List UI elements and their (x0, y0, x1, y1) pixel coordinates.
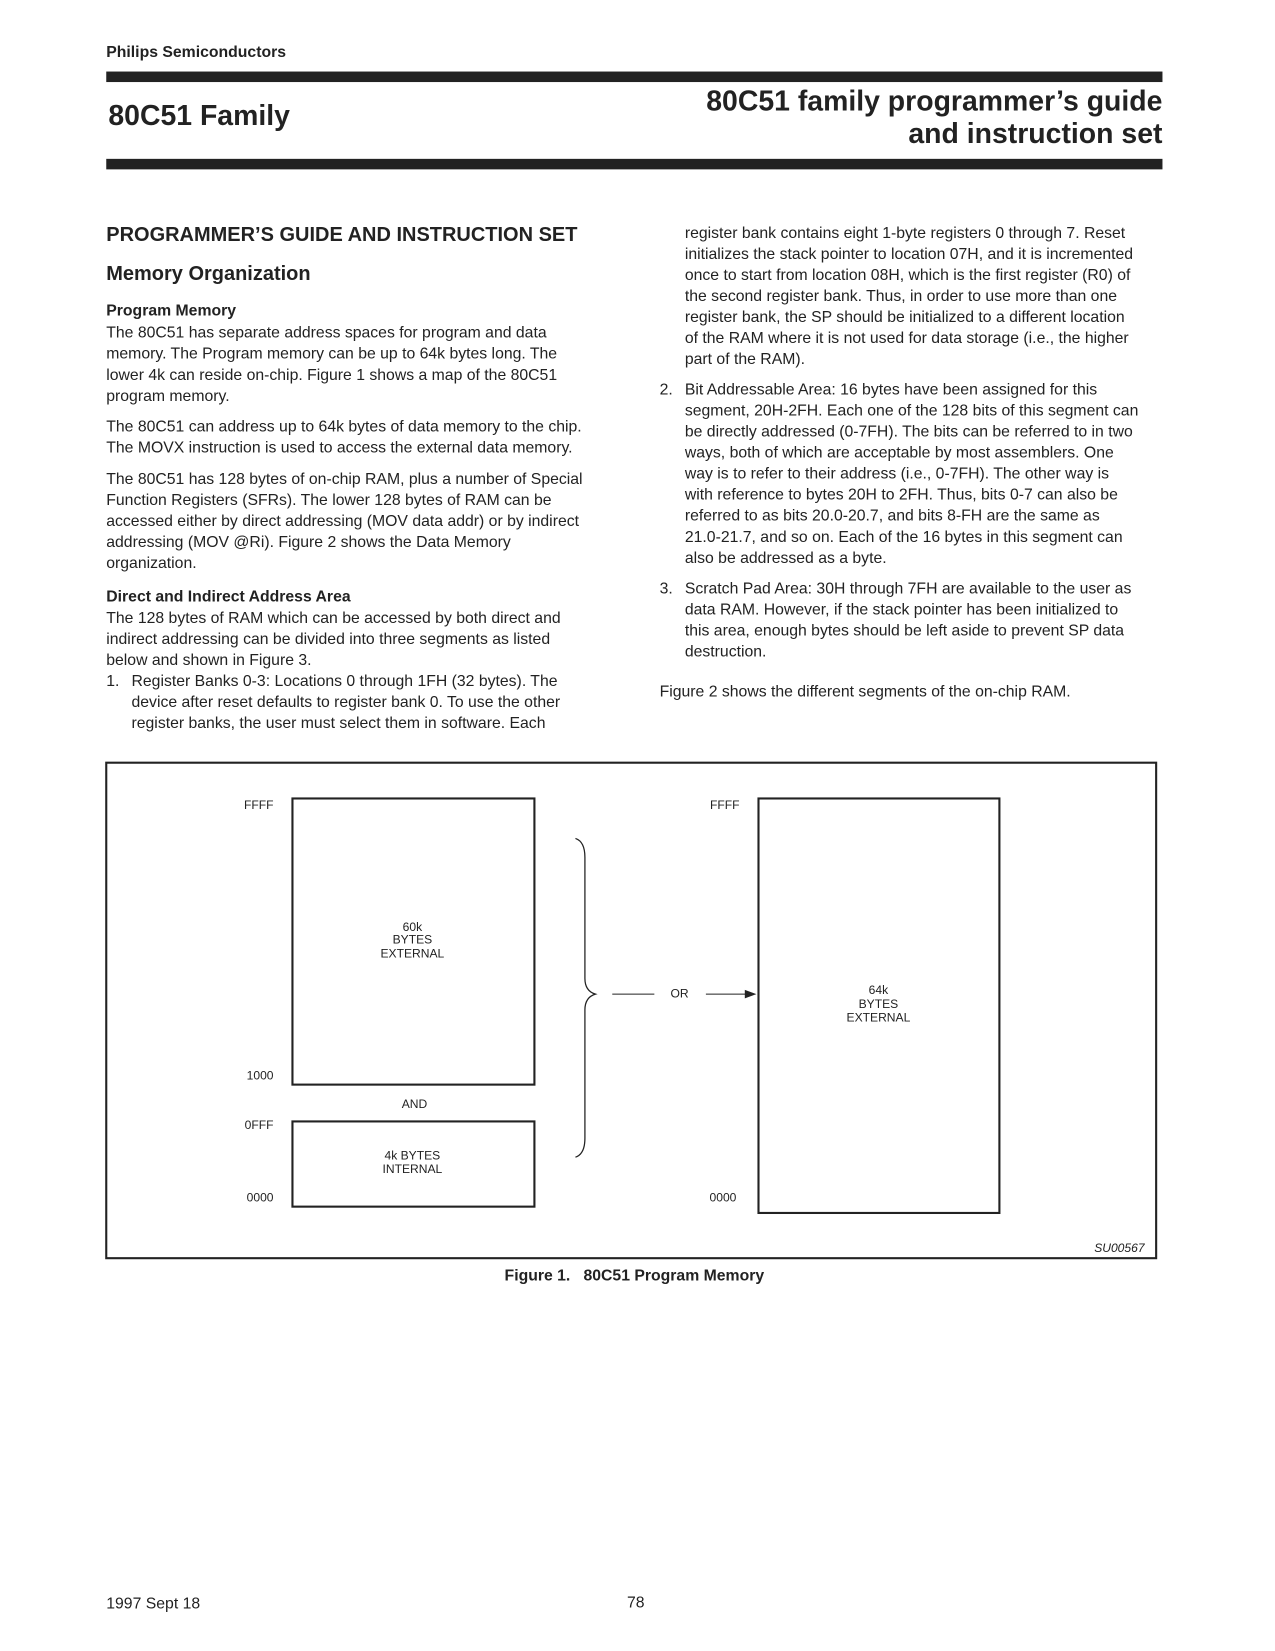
block-label: EXTERNAL (846, 1010, 911, 1025)
family-title: 80C51 Family (108, 99, 290, 132)
address-label: 0000 (246, 1190, 274, 1205)
company-name: Philips Semiconductors (106, 43, 287, 62)
paragraph: Figure 2 shows the different segments of the on-chip RAM. (659, 682, 1071, 701)
address-label: 0FFF (244, 1117, 274, 1132)
section-heading: PROGRAMMER’S GUIDE AND INSTRUCTION SET (106, 224, 578, 247)
subsection-heading: Memory Organization (106, 263, 311, 286)
block-label: BYTES (858, 996, 899, 1011)
list-item-continuation: register bank contains eight 1-byte registers 0 through 7. Reset initializes the stack pointer to location 07H, and it is incremented once to start from location 08H, which is the first register (R0) of the second register bank. Thus, in order to use more than one register bank, the SP should be initialized to a different location of the RAM where it is not used for data storage (i.e., the higher part of the RAM). (684, 224, 1134, 369)
block-label: 4k BYTES (384, 1148, 441, 1163)
direct-indirect-heading: Direct and Indirect Address Area (106, 588, 351, 606)
paragraph: The 80C51 has separate address spaces for program and data memory. The Program memory can be up to 64k bytes long. The lower 4k can reside on-chip. Figure 1 shows a map of the 80C51 program memory. (106, 324, 558, 406)
document-title-line1: 80C51 family programmer’s guide (706, 85, 1163, 117)
block-label: EXTERNAL (380, 946, 445, 961)
figure-caption: Figure 1. 80C51 Program Memory (504, 1266, 765, 1285)
figure-code: SU00567 (1094, 1240, 1145, 1255)
address-label: 0000 (709, 1190, 737, 1205)
list-item-text: Bit Addressable Area: 16 bytes have been assigned for this segment, 20H-2FH. Each one of the 128 bits of this segment can be directly addressed (0-7FH). The bits can be referred to in two ways, both of which are acceptable by most assemblers. One way is to refer to their address (i.e., 0-7FH). The other way is with reference to bytes 20H to 2FH. Thus, bits 0-7 can also be referred to as bits 20.0-20.7, and bits 8-FH are the same as 21.0-21.7, and so on. Each of the 16 bytes in this segment can also be addressed as a byte. (684, 380, 1139, 568)
address-label: FFFF (244, 797, 274, 812)
or-label: OR (670, 986, 689, 1001)
arrow-head-icon (745, 990, 757, 998)
and-label: AND (401, 1096, 428, 1111)
paragraph: The 80C51 has 128 bytes of on-chip RAM, plus a number of Special Function Registers (SFRs). The lower 128 bytes of RAM can be accessed either by direct addressing (MOV data addr) or by indirect addressing (MOV @Ri). Figure 2 shows the Data Memory organization. (106, 470, 583, 573)
block-label: BYTES (392, 932, 433, 947)
footer-date: 1997 Sept 18 (106, 1594, 201, 1613)
page-number: 78 (626, 1593, 645, 1612)
address-label: FFFF (710, 797, 740, 812)
block-label: 60k (402, 920, 423, 935)
block-label: INTERNAL (382, 1161, 443, 1176)
paragraph: The 80C51 can address up to 64k bytes of data memory to the chip. The MOVX instruction is used to access the external data memory. (106, 417, 582, 457)
list-number: 3. (659, 579, 673, 598)
list-item-text: Scratch Pad Area: 30H through 7FH are available to the user as data RAM. However, if the stack pointer has been initialized to this area, enough bytes should be left aside to prevent SP data destruction. (684, 579, 1132, 661)
list-item-text: Register Banks 0-3: Locations 0 through 1FH (32 bytes). The device after reset defaults to register bank 0. To use the other register banks, the user must select them in software. Each (131, 672, 561, 733)
paragraph: The 128 bytes of RAM which can be accessed by both direct and indirect addressing can be divided into three segments as listed below and shown in Figure 3. (106, 609, 561, 670)
document-title-line2: and instruction set (908, 117, 1163, 150)
block-label: 64k (868, 983, 889, 998)
program-memory-heading: Program Memory (106, 301, 237, 320)
brace-icon (575, 838, 595, 1157)
list-number: 2. (659, 380, 673, 399)
list-number: 1. (106, 672, 120, 691)
address-label: 1000 (246, 1068, 274, 1083)
